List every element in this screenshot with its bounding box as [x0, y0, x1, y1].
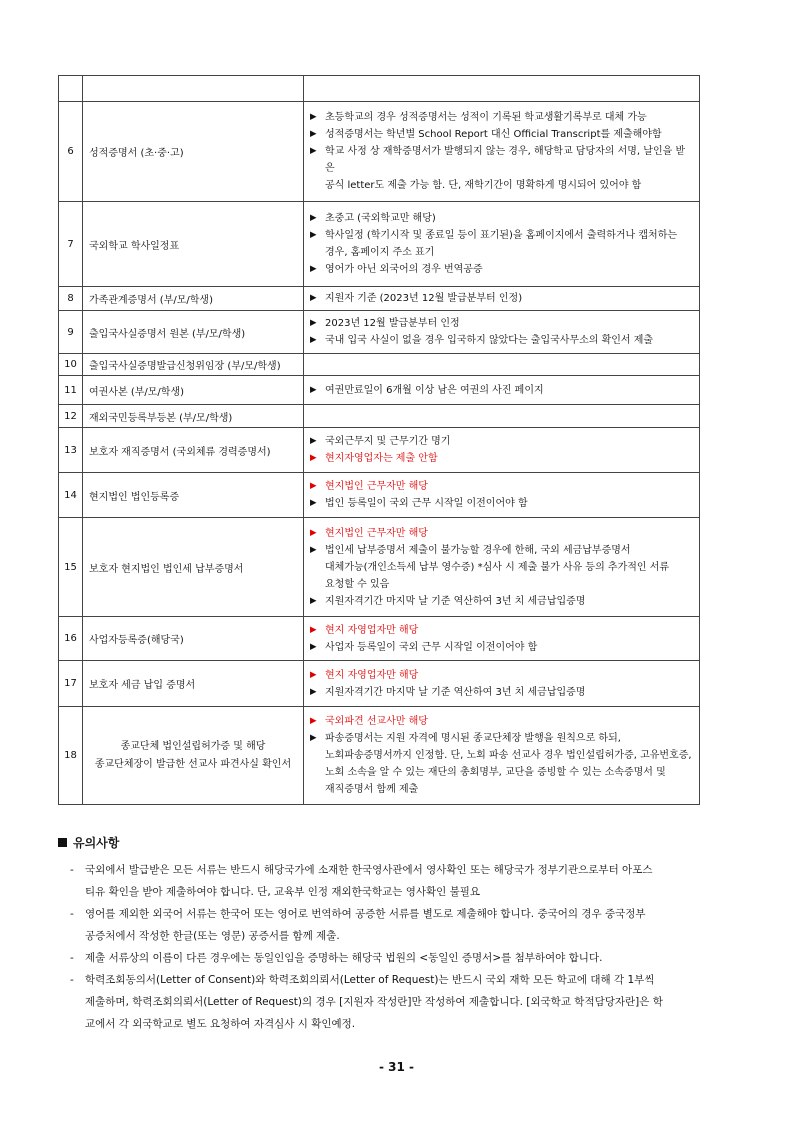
- note-line: ▶ 영어가 아닌 외국어의 경우 번역공증: [325, 264, 483, 275]
- note-bullet: [310, 495, 694, 512]
- table-row: [59, 473, 700, 518]
- note-item: [58, 859, 748, 903]
- document-notes: [304, 287, 700, 311]
- row-number: 13: [59, 428, 83, 473]
- note-bullet: [310, 478, 694, 495]
- row-number: 7: [59, 202, 83, 287]
- document-notes: [304, 102, 700, 202]
- note-line: 재직증명서 함께 제출: [325, 784, 419, 795]
- table-row: [59, 354, 700, 376]
- row-number: 18: [59, 707, 83, 805]
- note-line: ▶ 국외파견 선교사만 해당: [325, 716, 428, 727]
- note-bullet: [310, 713, 694, 730]
- note-line: ▶ 지원자격기간 마지막 날 기준 역산하여 3년 치 세금납입증명: [325, 595, 586, 607]
- note-line: ▶ 학사일정 (학기시작 및 종료일 등이 표기된)을 홈페이지에서 출력하거나 캡처하는: [325, 230, 678, 241]
- document-name: 보호자 현지법인 법인세 납부증명서: [83, 518, 304, 617]
- table-row: [59, 405, 700, 428]
- note-bullet: [310, 143, 694, 194]
- note-line: - 학력조회동의서(Letter of Consent)와 학력조회의뢰서(Letter of Request)는 반드시 국외 재학 모든 학교에 대해 각 1부씩: [85, 974, 655, 986]
- document-name: [83, 76, 304, 102]
- note-bullet: [310, 332, 694, 349]
- document-name: 출입국사실증명서 원본 (부/모/학생): [83, 311, 304, 354]
- note-line: 요청할 수 있음: [325, 578, 390, 590]
- document-name: 가족관계증명서 (부/모/학생): [83, 287, 304, 311]
- note-line: 노회 소속을 알 수 있는 재단의 총회명부, 교단을 증빙할 수 있는 소속증명서 및: [325, 767, 666, 778]
- note-bullet: [310, 639, 694, 656]
- note-line: ▶ 2023년 12월 발급분부터 인정: [325, 318, 460, 329]
- note-line: ▶ 지원자격기간 마지막 날 기준 역산하여 3년 치 세금납입증명: [325, 686, 586, 698]
- note-line: 공식 letter도 제출 가능 함. 단, 재학기간이 명확하게 명시되어 있어야 함: [325, 180, 642, 191]
- note-item: [58, 947, 748, 969]
- document-notes: [304, 354, 700, 376]
- note-line: ▶ 학교 사정 상 재학증명서가 발행되지 않는 경우, 해당학교 담당자의 서명, 날인을 받은: [325, 146, 686, 174]
- note-bullet: [310, 525, 694, 542]
- note-item: [58, 969, 748, 1035]
- note-bullet: [310, 684, 694, 701]
- row-number: 6: [59, 102, 83, 202]
- note-bullet: [310, 593, 694, 610]
- document-notes: [304, 518, 700, 617]
- row-number: 8: [59, 287, 83, 311]
- note-line: ▶ 초중고 (국외학교만 해당): [325, 213, 436, 224]
- note-line: 대체가능(개인소득세 납부 영수증) *심사 시 제출 불가 사유 등의 추가적인 서류: [325, 561, 670, 573]
- note-bullet: [310, 450, 694, 467]
- note-line: ▶ 현지 자영업자만 해당: [325, 669, 419, 681]
- row-number: 10: [59, 354, 83, 376]
- notes-title: 유의사항: [58, 834, 748, 851]
- row-number: 11: [59, 376, 83, 405]
- table-row: [59, 518, 700, 617]
- document-notes: [304, 311, 700, 354]
- document-notes: [304, 707, 700, 805]
- note-line: 공증처에서 작성한 한글(또는 영문) 공증서를 함께 제출.: [85, 930, 340, 942]
- note-bullet: [310, 382, 694, 399]
- table-row: [59, 287, 700, 311]
- document-name: 성적증명서 (초·중·고): [83, 102, 304, 202]
- note-bullet: [310, 433, 694, 450]
- document-name: 보호자 세금 납입 증명서: [83, 661, 304, 707]
- document-name: 재외국민등록부등본 (부/모/학생): [83, 405, 304, 428]
- document-notes: [304, 76, 700, 102]
- document-name: 종교단체 법인설립허가증 및 해당 종교단체장이 발급한 선교사 파견사실 확인서: [83, 707, 304, 805]
- note-line: ▶ 현지자영업자는 제출 안함: [325, 453, 438, 464]
- note-bullet: [310, 542, 694, 593]
- note-line: ▶ 현지법인 근무자만 해당: [325, 527, 428, 539]
- note-line: ▶ 지원자 기준 (2023년 12월 발급분부터 인정): [325, 293, 523, 304]
- note-line: 노회파송증명서까지 인정함. 단, 노회 파송 선교사 경우 법인설립허가증, 고유번호증,: [325, 750, 692, 761]
- page-number: - 31 -: [378, 1060, 414, 1074]
- note-line: ▶ 성적증명서는 학년별 School Report 대신 Official Transcript를 제출해야함: [325, 129, 662, 140]
- note-line: - 제출 서류상의 이름이 다른 경우에는 동일인임을 증명하는 해당국 법원의 <동일인 증명서>를 첨부하여야 합니다.: [85, 952, 603, 964]
- note-line: ▶ 현지 자영업자만 해당: [325, 624, 419, 636]
- note-bullet: [310, 667, 694, 684]
- note-line: ▶ 사업자 등록일이 국외 근무 시작일 이전이어야 함: [325, 641, 538, 653]
- note-line: 교에서 각 외국학교로 별도 요청하여 자격심사 시 확인예정.: [85, 1018, 356, 1030]
- note-line: ▶ 초등학교의 경우 성적증명서는 성적이 기록된 학교생활기록부로 대체 가능: [325, 112, 647, 123]
- row-number: 9: [59, 311, 83, 354]
- document-notes: [304, 376, 700, 405]
- note-line: 경우, 홈페이지 주소 표기: [325, 247, 435, 258]
- table-row: [59, 707, 700, 805]
- note-line: ▶ 현지법인 근무자만 해당: [325, 481, 428, 492]
- table-row: [59, 311, 700, 354]
- table-row: [59, 428, 700, 473]
- note-line: - 영어를 제외한 외국어 서류는 한국어 또는 영어로 번역하여 공증한 서류를 별도로 제출해야 합니다. 중국어의 경우 중국정부: [85, 908, 646, 920]
- note-line: - 국외에서 발급받은 모든 서류는 반드시 해당국가에 소재한 한국영사관에서 영사확인 또는 해당국가 정부기관으로부터 아포스: [85, 864, 653, 876]
- document-notes: [304, 661, 700, 707]
- note-bullet: [310, 227, 694, 261]
- row-number: 12: [59, 405, 83, 428]
- row-number: 15: [59, 518, 83, 617]
- note-bullet: [310, 290, 694, 307]
- note-line: ▶ 국내 입국 사실이 없을 경우 입국하지 않았다는 출입국사무소의 확인서 제출: [325, 335, 654, 346]
- note-bullet: [310, 210, 694, 227]
- document-name: 출입국사실증명발급신청위임장 (부/모/학생): [83, 354, 304, 376]
- note-line: ▶ 국외근무지 및 근무기간 명기: [325, 436, 451, 447]
- document-notes: [304, 405, 700, 428]
- table-row: [59, 76, 700, 102]
- note-line: ▶ 법인 등록일이 국외 근무 시작일 이전이어야 함: [325, 498, 528, 509]
- note-line: ▶ 법인세 납부증명서 제출이 불가능할 경우에 한해, 국외 세금납부증명서: [325, 544, 631, 556]
- table-row: [59, 661, 700, 707]
- documents-table: [58, 75, 700, 805]
- note-line: 제출하며, 학력조회의뢰서(Letter of Request)의 경우 [지원자 작성란]만 작성하여 제출합니다. [외국학교 학적담당자란]은 학: [85, 996, 663, 1008]
- note-line: ▶ 파송증명서는 지원 자격에 명시된 종교단체장 발행을 원칙으로 하되,: [325, 733, 621, 744]
- row-number: [59, 76, 83, 102]
- document-name: 사업자등록증(해당국): [83, 617, 304, 661]
- note-bullet: [310, 622, 694, 639]
- table-row: [59, 617, 700, 661]
- table-row: [59, 376, 700, 405]
- square-bullet-icon: [58, 838, 67, 847]
- document-notes: [304, 473, 700, 518]
- document-name: 국외학교 학사일정표: [83, 202, 304, 287]
- row-number: 16: [59, 617, 83, 661]
- note-bullet: [310, 126, 694, 143]
- note-item: [58, 903, 748, 947]
- note-bullet: [310, 261, 694, 278]
- row-number: 17: [59, 661, 83, 707]
- document-name: 여권사본 (부/모/학생): [83, 376, 304, 405]
- note-bullet: [310, 315, 694, 332]
- table-row: [59, 102, 700, 202]
- document-notes: [304, 617, 700, 661]
- document-name: 보호자 재직증명서 (국외체류 경력증명서): [83, 428, 304, 473]
- note-line: ▶ 여권만료일이 6개월 이상 남은 여권의 사진 페이지: [325, 384, 544, 396]
- document-notes: [304, 428, 700, 473]
- row-number: 14: [59, 473, 83, 518]
- note-bullet: [310, 730, 694, 798]
- table-row: [59, 202, 700, 287]
- document-name: 현지법인 법인등록증: [83, 473, 304, 518]
- notes-section: [58, 834, 748, 1035]
- note-bullet: [310, 109, 694, 126]
- document-notes: [304, 202, 700, 287]
- note-line: 티유 확인을 받아 제출하여야 합니다. 단, 교육부 인정 재외한국학교는 영사확인 불필요: [85, 886, 481, 898]
